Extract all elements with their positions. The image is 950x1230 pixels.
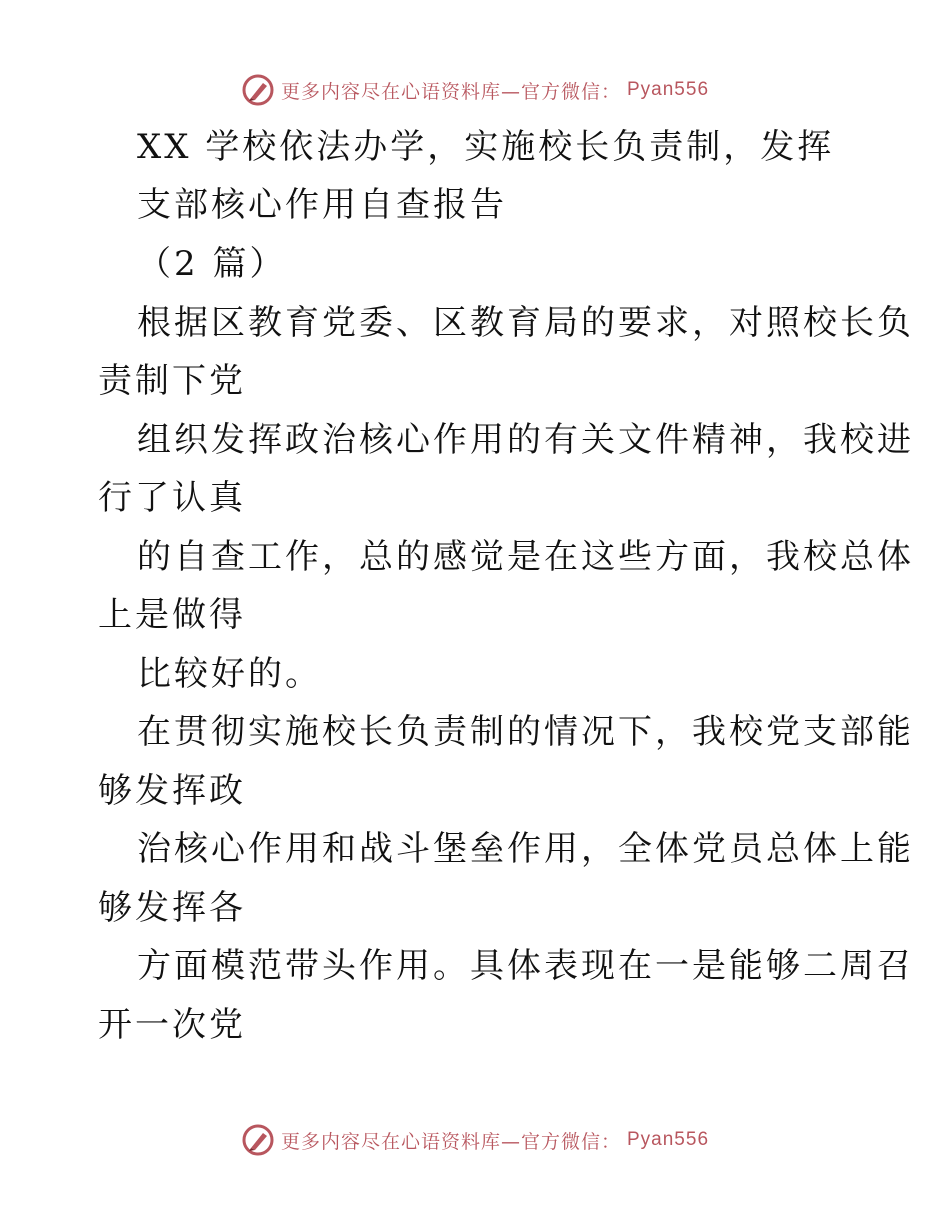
body-line: 方面模范带头作用。具体表现在一是能够二周召: [137, 946, 914, 986]
body-line: 责制下党: [98, 361, 246, 401]
body-line: 根据区教育党委、区教育局的要求，对照校长负: [137, 303, 914, 343]
title-line-1: XX 学校依法办学，实施校长负责制，发挥: [137, 127, 835, 167]
header-banner: [0, 70, 950, 110]
body-line: 开一次党: [98, 1005, 246, 1045]
footer-banner: [0, 1120, 950, 1160]
banner-wechat-id: Pyan556: [627, 1129, 710, 1150]
banner-wechat-id: Pyan556: [627, 79, 710, 100]
pen-logo-icon: [241, 73, 275, 107]
pen-logo-icon: [241, 1123, 275, 1157]
body-line: 治核心作用和战斗堡垒作用，全体党员总体上能: [137, 829, 914, 869]
body-line: 够发挥各: [98, 888, 246, 928]
body-line: 够发挥政: [98, 771, 246, 811]
body-line: 上是做得: [98, 595, 246, 635]
body-line: 的自查工作，总的感觉是在这些方面，我校总体: [137, 537, 914, 577]
body-line: 行了认真: [98, 478, 246, 518]
body-line: 组织发挥政治核心作用的有关文件精神，我校进: [137, 420, 914, 460]
subtitle: （2 篇）: [137, 244, 287, 284]
title-line-2: 支部核心作用自查报告: [137, 185, 507, 225]
banner-text: 更多内容尽在心语资料库—官方微信：: [280, 80, 621, 103]
banner-text: 更多内容尽在心语资料库—官方微信：: [280, 1130, 621, 1153]
body-line: 比较好的。: [137, 654, 322, 694]
body-line: 在贯彻实施校长负责制的情况下，我校党支部能: [137, 712, 914, 752]
